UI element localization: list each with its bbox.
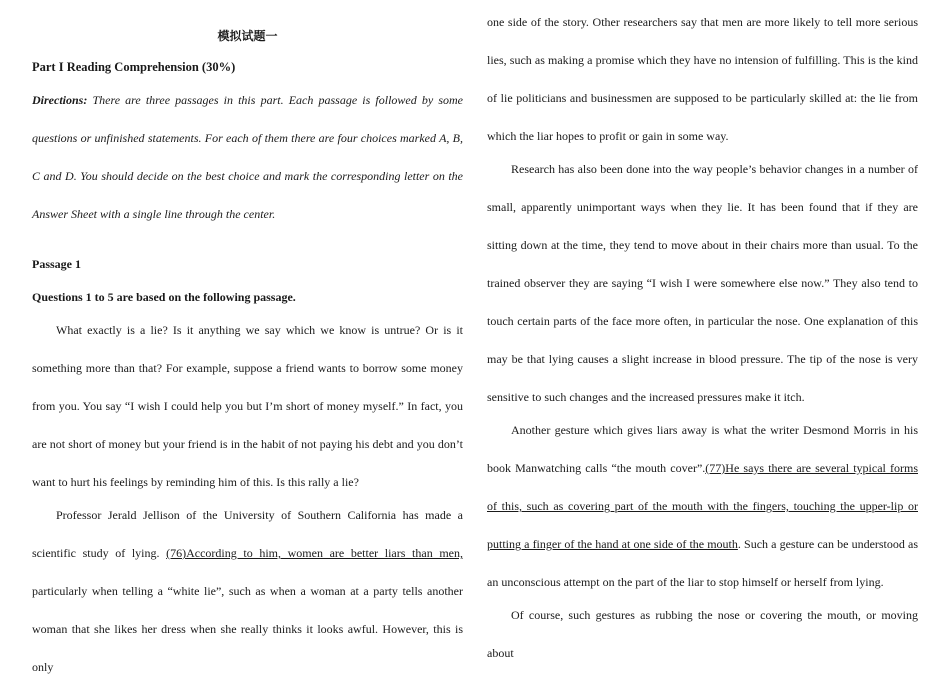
paragraph-4-text-a: Another gesture which gives liars away is what the writer Desmond Morris in his book Manwatching calls “the mouth cover”. [487,423,918,475]
paragraph-2-text-a: Professor Jerald Jellison of the University of Southern California has made a scientific study of lying. [32,508,463,560]
paragraph-4-text-b: . Such a gesture can be understood as an unconscious attempt on the part of the liar to stop himself or herself from lying. [487,537,919,589]
paragraph-2-text-b: particularly when telling a “white lie”, such as when a woman at a party tells another woman that she likes her dress when she really thinks it looks awful. However, this is only [32,584,463,674]
exam-heading: 模拟试题一 [217,29,278,43]
directions-label: Directions: [32,93,88,107]
part-title: Part I Reading Comprehension (30%) [32,60,236,74]
passage-paragraph-5: Of course, such gestures as rubbing the nose or covering the mouth, or moving about [487,608,918,660]
questions-label: Questions 1 to 5 are based on the following passage. [32,290,296,304]
passage-paragraph-4 [487,411,918,601]
passage-label: Passage 1 [32,257,81,271]
passage-paragraph-continued: one side of the story. Other researchers say that men are more likely to tell more serious lies, such as making a promise which they have no intension of fulfilling. This is the kind of lie politicians and businessmen are supposed to be particularly skilled at: the lie from which the liar hopes to profit or gain in some way. [487,15,918,143]
directions-paragraph [32,81,463,233]
passage-paragraph-2 [32,496,463,686]
translation-question-76: (76)According to him, women are better liars than men, [166,546,463,560]
translation-question-77: (77)He says there are several typical forms of this, such as covering part of the mouth with the fingers, touching the upper-lip or putting a finger of the hand at one side of the mouth [487,461,918,551]
directions-text: There are three passages in this part. Each passage is followed by some questions or unfinished statements. For each of them there are four choices marked A, B, C and D. You should decide on the best choice and mark the corresponding letter on the Answer Sheet with a single line through the center. [32,93,463,221]
passage-paragraph-3: Research has also been done into the way people’s behavior changes in a number of small, apparently unimportant ways when they lie. It has been found that if they are sitting down at the time, they tend to move about in their chairs more than usual. To the trained observer they are saying “I wish I were somewhere else now.” They also tend to touch certain parts of the face more often, in particular the nose. One explanation of this may be that lying causes a slight increase in blood pressure. The tip of the nose is very sensitive to such changes and the increased pressures make it itch. [487,162,918,404]
passage-paragraph-1: What exactly is a lie? Is it anything we say which we know is untrue? Or is it something more than that? For example, suppose a friend wants to borrow some money from you. You say “I wish I could help you but I’m short of money myself.” In fact, you are not short of money but your friend is in the habit of not paying his debt and you don’t want to hurt his feelings by reminding him of this. Is this rally a lie? [32,323,463,489]
